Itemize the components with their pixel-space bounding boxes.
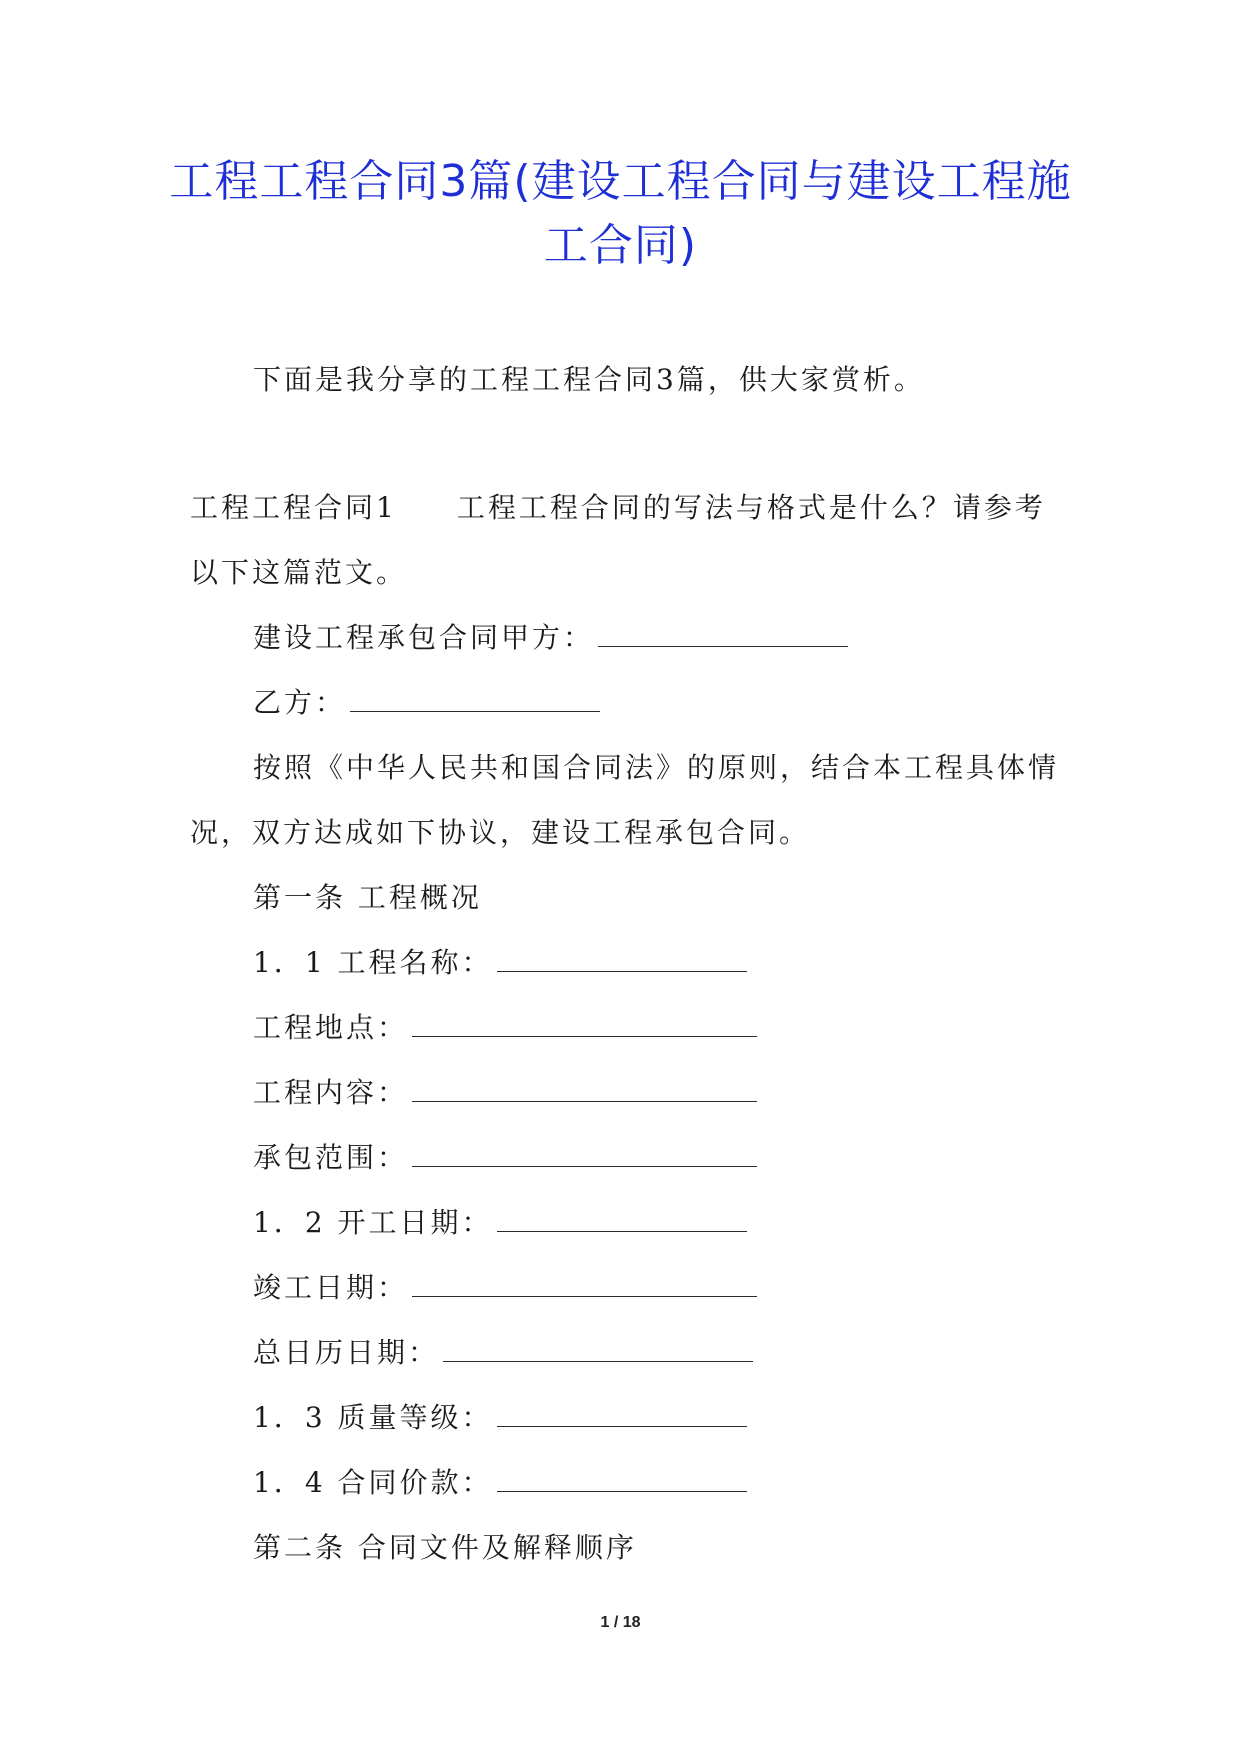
party-a-blank: [598, 620, 848, 647]
section-1-first-line: [190, 488, 1046, 528]
finish-date-blank: [412, 1270, 757, 1297]
project-content-line: [253, 1073, 757, 1113]
project-location-blank: [412, 1010, 757, 1037]
article-2-heading: 第二条 合同文件及解释顺序: [253, 1531, 637, 1564]
party-a-label: 建设工程承包合同甲方：: [253, 621, 595, 654]
contract-scope-blank: [412, 1140, 757, 1167]
start-date-label: 1．2 开工日期：: [253, 1206, 493, 1239]
contract-price-blank: [497, 1465, 747, 1492]
quality-grade-label: 1．3 质量等级：: [253, 1401, 493, 1434]
party-a-line: [253, 618, 848, 658]
party-b-line: [253, 683, 600, 723]
quality-grade-line: [253, 1398, 747, 1438]
start-date-blank: [497, 1205, 747, 1232]
project-location-line: [253, 1008, 757, 1048]
project-name-label: 1．1 工程名称：: [253, 946, 493, 979]
section-1-heading: 工程工程合同1: [190, 491, 397, 524]
party-b-label: 乙方：: [253, 686, 347, 719]
contract-price-label: 1．4 合同价款：: [253, 1466, 493, 1499]
page-number: 1 / 18: [600, 1614, 641, 1631]
project-content-label: 工程内容：: [253, 1076, 409, 1109]
project-content-blank: [412, 1075, 757, 1102]
document-title: 工程工程合同3篇(建设工程合同与建设工程施工合同): [169, 156, 1072, 271]
preamble-line-1: 按照《中华人民共和国合同法》的原则，结合本工程具体情: [253, 751, 1060, 784]
party-b-blank: [350, 685, 600, 712]
finish-date-line: [253, 1268, 757, 1308]
preamble-line-2: 况，双方达成如下协议，建设工程承包合同。: [190, 816, 811, 849]
total-days-label: 总日历日期：: [253, 1336, 440, 1369]
article-1-heading: 第一条 工程概况: [253, 881, 482, 914]
contract-scope-line: [253, 1138, 757, 1178]
contract-scope-label: 承包范围：: [253, 1141, 409, 1174]
project-name-blank: [497, 945, 747, 972]
total-days-blank: [443, 1335, 753, 1362]
total-days-line: [253, 1333, 753, 1373]
section-1-lead: 工程工程合同的写法与格式是什么？请参考: [456, 491, 1046, 524]
finish-date-label: 竣工日期：: [253, 1271, 409, 1304]
intro-paragraph: 下面是我分享的工程工程合同3篇，供大家赏析。: [253, 363, 925, 396]
project-name-line: [253, 943, 747, 983]
quality-grade-blank: [497, 1400, 747, 1427]
contract-price-line: [253, 1463, 747, 1503]
project-location-label: 工程地点：: [253, 1011, 409, 1044]
start-date-line: [253, 1203, 747, 1243]
section-1-lead-continued: 以下这篇范文。: [190, 556, 408, 589]
